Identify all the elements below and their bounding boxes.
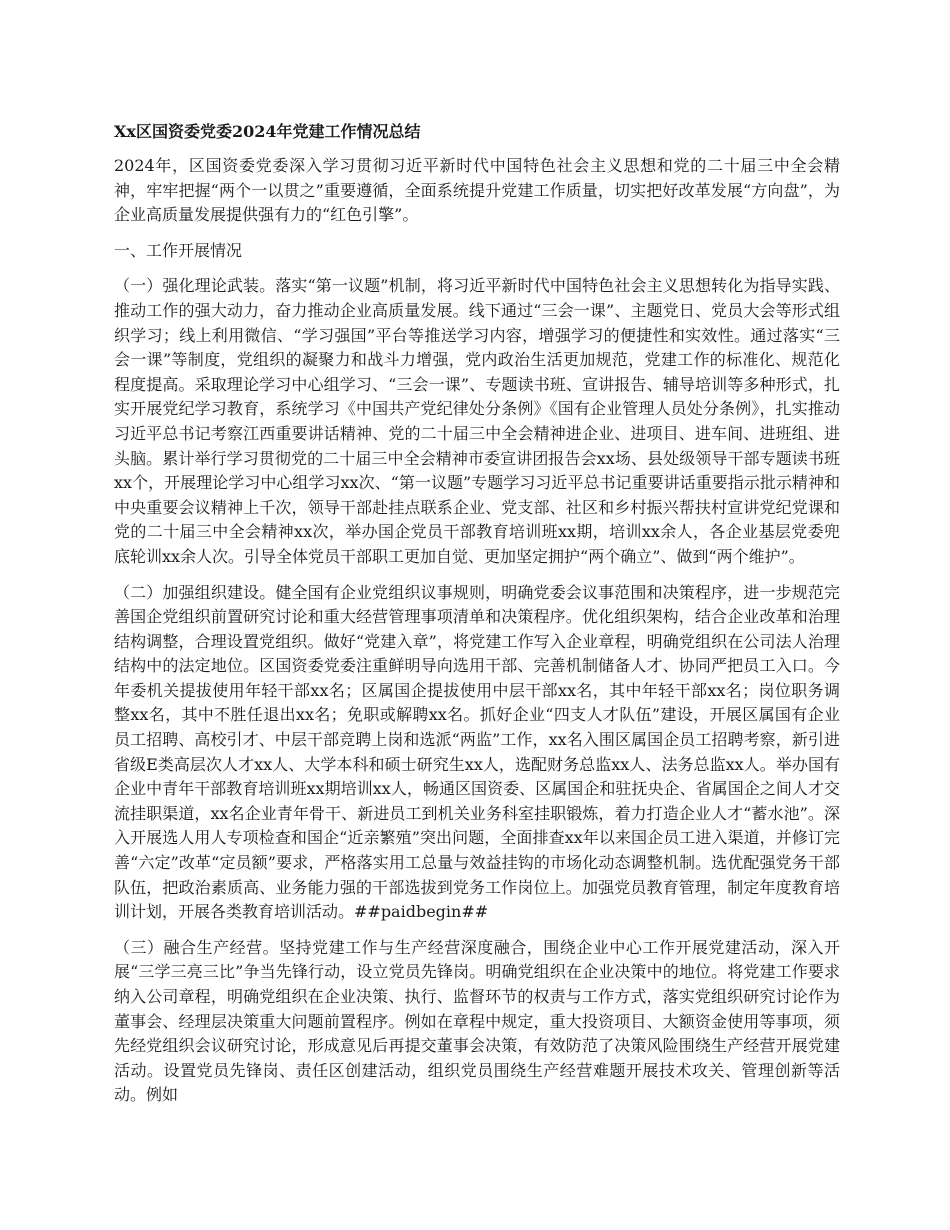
section-heading: 一、工作开展情况 — [114, 240, 243, 260]
intro-paragraph: 2024年，区国资委党委深入学习贯彻习近平新时代中国特色社会主义思想和党的二十届三中全会精神，牢牢把握“两个一以贯之”重要遵循，全面系统提升党建工作质量，切实把好改革发展“方向盘”，为企业高质量发展提供强有力的“红色引擎”。 — [114, 156, 840, 225]
body-paragraph: （二）加强组织建设。健全国有企业党组织议事规则，明确党委会议事范围和决策程序，进一步规范完善国企党组织前置研究讨论和重大经营管理事项清单和决策程序。优化组织架构，结合企业改革和治理结构调整，合理设置党组织。做好“党建入章”，将党建工作写入企业章程，明确党组织在公司法人治理结构中的法定地位。区国资委党委注重鲜明导向选用干部、完善机制储备人才、协同严把员工入口。今年委机关提拔使用年轻干部xx名；区属国企提拔使用中层干部xx名，其中年轻干部xx名；岗位职务调整xx名，其中不胜任退出xx名；免职或解聘xx名。抓好企业“四支人才队伍”建设，开展区属国有企业员工招聘、高校引才、中层干部竞聘上岗和选派“两监”工作，xx名入围区属国企员工招聘考察，新引进省级E类高层次人才xx人、大学本科和硕士研究生xx人，选配财务总监xx人、法务总监xx人。举办国有企业中青年干部教育培训班xx期培训xx人，畅通区国资委、区属国企和驻抚央企、省属国企之间人才交流挂职渠道，xx名企业青年骨干、新进员工到机关业务科室挂职锻炼，着力打造企业人才“蓄水池”。深入开展选人用人专项检查和国企“近亲繁殖”突出问题，全面排查xx年以来国企员工进入渠道，并修订完善“六定”改革“定员额”要求，严格落实用工总量与效益挂钩的市场化动态调整机制。选优配强党务干部队伍，把政治素质高、业务能力强的干部选拔到党务工作岗位上。加强党员教育管理，制定年度教育培训计划，开展各类教育培训活动。##paidbegin## — [114, 582, 840, 922]
body-paragraph: （三）融合生产经营。坚持党建工作与生产经营深度融合，围绕企业中心工作开展党建活动，深入开展“三学三亮三比”争当先锋行动，设立党员先锋岗。明确党组织在企业决策中的地位。将党建工作要求纳入公司章程，明确党组织在企业决策、执行、监督环节的权责与工作方式，落实党组织研究讨论作为董事会、经理层决策重大问题前置程序。例如在章程中规定，重大投资项目、大额资金使用等事项，须先经党组织会议研究讨论，形成意见后再提交董事会决策，有效防范了决策风险围绕生产经营开展党建活动。设置党员先锋岗、责任区创建活动，组织党员围绕生产经营难题开展技术攻关、管理创新等活动。例如 — [114, 937, 840, 1105]
document-title: Xx区国资委党委2024年党建工作情况总结 — [114, 122, 421, 141]
body-paragraph: （一）强化理论武装。落实“第一议题”机制，将习近平新时代中国特色社会主义思想转化为指导实践、推动工作的强大动力，奋力推动企业高质量发展。线下通过“三会一课”、主题党日、党员大会等形式组织学习；线上利用微信、“学习强国”平台等推送学习内容，增强学习的便捷性和实效性。通过落实“三会一课”等制度，党组织的凝聚力和战斗力增强，党内政治生活更加规范，党建工作的标准化、规范化程度提高。采取理论学习中心组学习、“三会一课”、专题读书班、宣讲报告、辅导培训等多种形式，扎实开展党纪学习教育，系统学习《中国共产党纪律处分条例》《国有企业管理人员处分条例》，扎实推动习近平总书记考察江西重要讲话精神、党的二十届三中全会精神进企业、进项目、进车间、进班组、进头脑。累计举行学习贯彻党的二十届三中全会精神市委宣讲团报告会xx场、县处级领导干部专题读书班xx个，开展理论学习中心组学习xx次、“第一议题”专题学习习近平总书记重要讲话重要指示批示精神和中央重要会议精神上千次，领导干部赴挂点联系企业、党支部、社区和乡村振兴帮扶村宣讲党纪党课和党的二十届三中全会精神xx次，举办国企党员干部教育培训班xx期，培训xx余人，各企业基层党委兜底轮训xx余人次。引导全体党员干部职工更加自觉、更加坚定拥护“两个确立”、做到“两个维护”。 — [114, 276, 840, 566]
document-page — [114, 120, 840, 1119]
